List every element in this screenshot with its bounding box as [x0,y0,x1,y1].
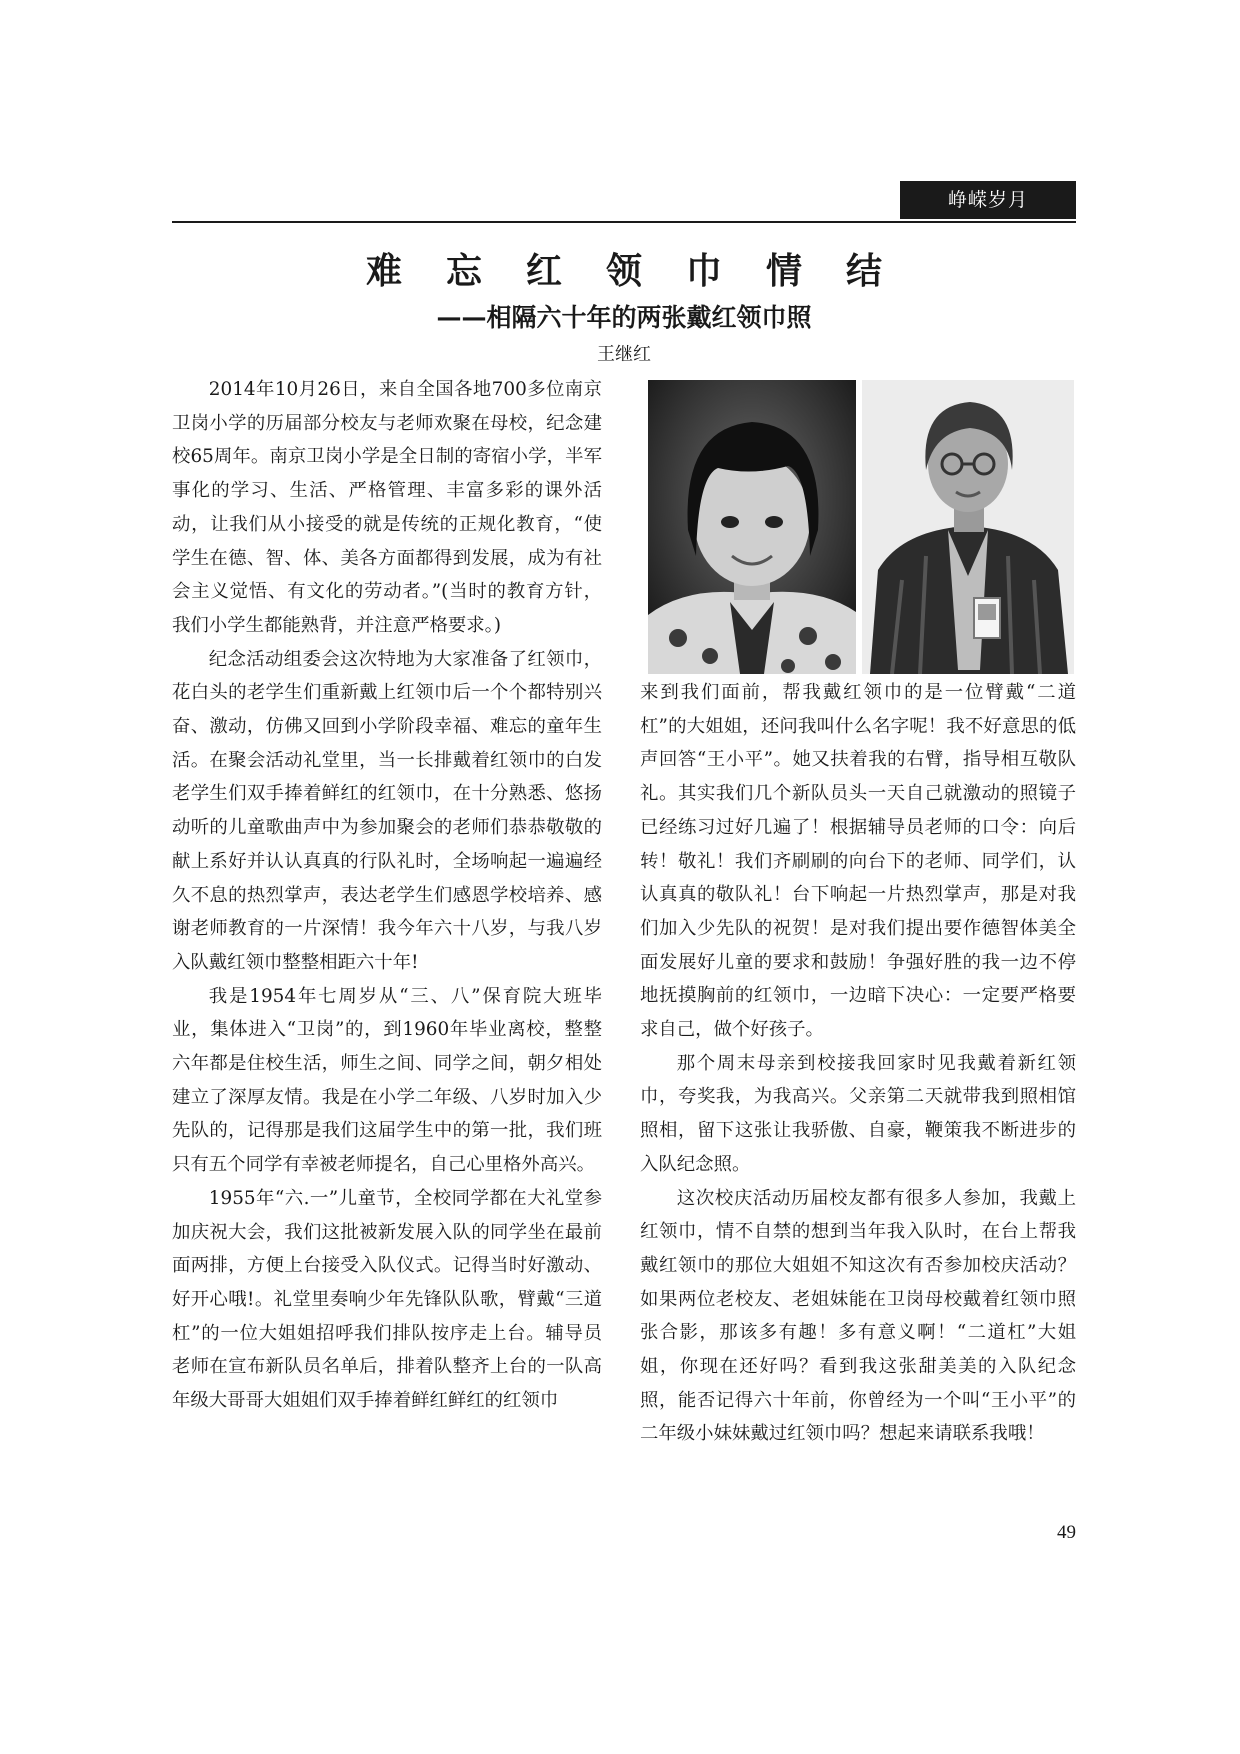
right-column [640,676,1076,1451]
article-subtitle: ——相隔六十年的两张戴红领巾照 [436,303,812,332]
article-author: 王继红 [597,344,651,365]
header-rule [172,221,1076,223]
paragraph-3: 我是1954年七周岁从“三、八”保育院大班毕业，集体进入“卫岗”的，到1960年毕业离校，整整六年都是住校生活，师生之间、同学之间，朝夕相处建立了深厚友情。我是在小学二年级、八岁时加入少先队的，记得那是我们这届学生中的第一批，我们班只有五个同学有幸被老师提名，自己心里格外高兴。 [172,985,602,1176]
childhood-photo [648,380,856,674]
paragraph-5: 来到我们面前，帮我戴红领巾的是一位臂戴“二道杠”的大姐姐，还问我叫什么名字呢！我不好意思的低声回答“王小平”。她又扶着我的右臂，指导相互敬队礼。其实我们几个新队员头一天自己就激动的照镜子已经练习过好几遍了！根据辅导员老师的口令：向后转！敬礼！我们齐刷刷的向台下的老师、同学们，认认真真的敬队礼！台下响起一片热烈掌声，那是对我们加入少先队的祝贺！是对我们提出要作德智体美全面发展好儿童的要求和鼓励！争强好胜的我一边不停地抚摸胸前的红领巾，一边暗下决心：一定要严格要求自己，做个好孩子。 [640,682,1076,1041]
paragraph-4: 1955年“六.一”儿童节，全校同学都在大礼堂参加庆祝大会，我们这批被新发展入队的同学坐在最前面两排，方便上台接受入队仪式。记得当时好激动、好开心哦!。礼堂里奏响少年先锋队队歌，臂戴“三道杠”的一位大姐姐招呼我们排队按序走上台。辅导员老师在宣布新队员名单后，排着队整齐上台的一队高年级大哥哥大姐姐们双手捧着鲜红鲜红的红领巾 [172,1187,602,1412]
paragraph-1: 2014年10月26日，来自全国各地700多位南京卫岗小学的历届部分校友与老师欢聚在母校，纪念建校65周年。南京卫岗小学是全日制的寄宿小学，半军事化的学习、生活、严格管理、丰富多彩的课外活动，让我们从小接受的就是传统的正规化教育，“使学生在德、智、体、美各方面都得到发展，成为有社会主义觉悟、有文化的劳动者。”(当时的教育方针，我们小学生都能熟背，并注意严格要求。) [172,379,602,636]
photo-pair [648,380,1074,674]
section-tag: 峥嵘岁月 [900,181,1076,219]
page-number: 49 [1057,1522,1076,1543]
paragraph-6: 那个周末母亲到校接我回家时见我戴着新红领巾，夸奖我，为我高兴。父亲第二天就带我到照相馆照相，留下这张让我骄傲、自豪，鞭策我不断进步的入队纪念照。 [640,1052,1076,1175]
paragraph-7: 这次校庆活动历届校友都有很多人参加，我戴上红领巾，情不自禁的想到当年我入队时，在台上帮我戴红领巾的那位大姐姐不知这次有否参加校庆活动？如果两位老校友、老姐妹能在卫岗母校戴着红领巾照张合影，那该多有趣！多有意义啊！“二道杠”大姐姐，你现在还好吗？看到我这张甜美美的入队纪念照，能否记得六十年前，你曾经为一个叫“王小平”的二年级小妹妹戴过红领巾吗？想起来请联系我哦！ [640,1187,1076,1445]
paragraph-2: 纪念活动组委会这次特地为大家准备了红领巾，花白头的老学生们重新戴上红领巾后一个个都特别兴奋、激动，仿佛又回到小学阶段幸福、难忘的童年生活。在聚会活动礼堂里，当一长排戴着红领巾的白发老学生们双手捧着鲜红的红领巾，在十分熟悉、悠扬动听的儿童歌曲声中为参加聚会的老师们恭恭敬敬的献上系好并认认真真的行队礼时，全场响起一遍遍经久不息的热烈掌声，表达老学生们感恩学校培养、感谢老师教育的一片深情！我今年六十八岁，与我八岁入队戴红领巾整整相距六十年! [172,648,602,973]
left-column [172,373,602,1418]
recent-photo [862,380,1074,674]
article-title: 难忘红领巾情结 [365,251,926,292]
